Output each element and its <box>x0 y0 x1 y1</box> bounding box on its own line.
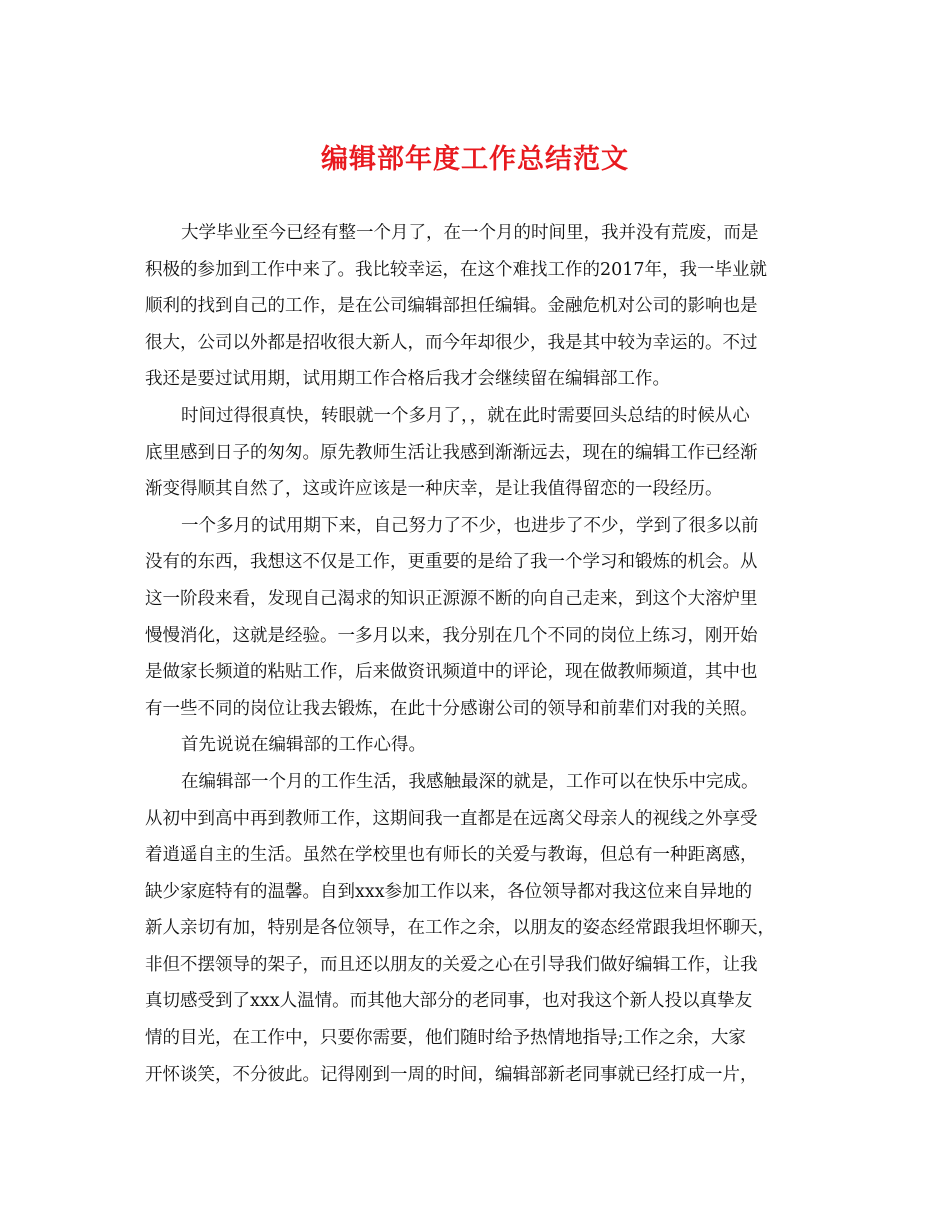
text-line: 这一阶段来看，发现自己渴求的知识正源源不断的向自己走来，到这个大溶炉里 <box>145 588 758 609</box>
text-line: 积极的参加到工作中来了。我比较幸运，在这个难找工作的2017年，我一毕业就 <box>145 259 768 280</box>
text-line: 着逍遥自主的生活。虽然在学校里也有师长的关爱与教诲，但总有一种距离感， <box>145 845 758 866</box>
text-line: 时间过得很真快，转眼就一个多月了，，就在此时需要回头总结的时候从心 <box>181 405 750 426</box>
text-line: 是做家长频道的粘贴工作，后来做资讯频道中的评论，现在做教师频道，其中也 <box>145 662 758 683</box>
text-line: 底里感到日子的匆匆。原先教师生活让我感到渐渐远去，现在的编辑工作已经渐 <box>145 442 758 463</box>
document-title: 编辑部年度工作总结范文 <box>321 144 629 175</box>
text-line: 渐变得顺其自然了，这或许应该是一种庆幸，是让我值得留恋的一段经历。 <box>145 479 723 500</box>
text-line: 在编辑部一个月的工作生活，我感触最深的就是，工作可以在快乐中完成。 <box>181 771 759 792</box>
text-line: 真切感受到了xxx人温情。而其他大部分的老同事，也对我这个新人投以真挚友 <box>145 991 753 1012</box>
text-line: 开怀谈笑，不分彼此。记得刚到一周的时间，编辑部新老同事就已经打成一片， <box>145 1064 758 1085</box>
text-line: 非但不摆领导的架子，而且还以朋友的关爱之心在引导我们做好编辑工作，让我 <box>145 954 758 975</box>
text-line: 我还是要过试用期，试用期工作合格后我才会继续留在编辑部工作。 <box>145 369 670 390</box>
text-line: 有一些不同的岗位让我去锻炼，在此十分感谢公司的领导和前辈们对我的关照。 <box>145 698 758 719</box>
text-line: 顺利的找到自己的工作，是在公司编辑部担任编辑。金融危机对公司的影响也是 <box>145 296 758 317</box>
text-line: 首先说说在编辑部的工作心得。 <box>181 735 426 756</box>
text-line: 很大，公司以外都是招收很大新人，而今年却很少，我是其中较为幸运的。不过 <box>145 332 758 353</box>
document-body <box>145 215 805 1093</box>
text-line: 新人亲切有加，特别是各位领导，在工作之余，以朋友的姿态经常跟我坦怀聊天， <box>145 918 775 939</box>
text-line: 大学毕业至今已经有整一个月了，在一个月的时间里，我并没有荒废，而是 <box>181 223 759 243</box>
text-line: 情的目光，在工作中，只要你需要，他们随时给予热情地指导;工作之余，大家 <box>145 1028 746 1049</box>
text-line: 慢慢消化，这就是经验。一多月以来，我分别在几个不同的岗位上练习，刚开始 <box>145 625 758 646</box>
text-line: 缺少家庭特有的温馨。自到xxx参加工作以来，各位领导都对我这位来自异地的 <box>145 881 753 902</box>
text-line: 从初中到高中再到教师工作，这期间我一直都是在远离父母亲人的视线之外享受 <box>145 808 758 829</box>
text-line: 一个多月的试用期下来，自己努力了不少，也进步了不少，学到了很多以前 <box>181 515 759 536</box>
text-line: 没有的东西，我想这不仅是工作，更重要的是给了我一个学习和锻炼的机会。从 <box>145 552 758 573</box>
